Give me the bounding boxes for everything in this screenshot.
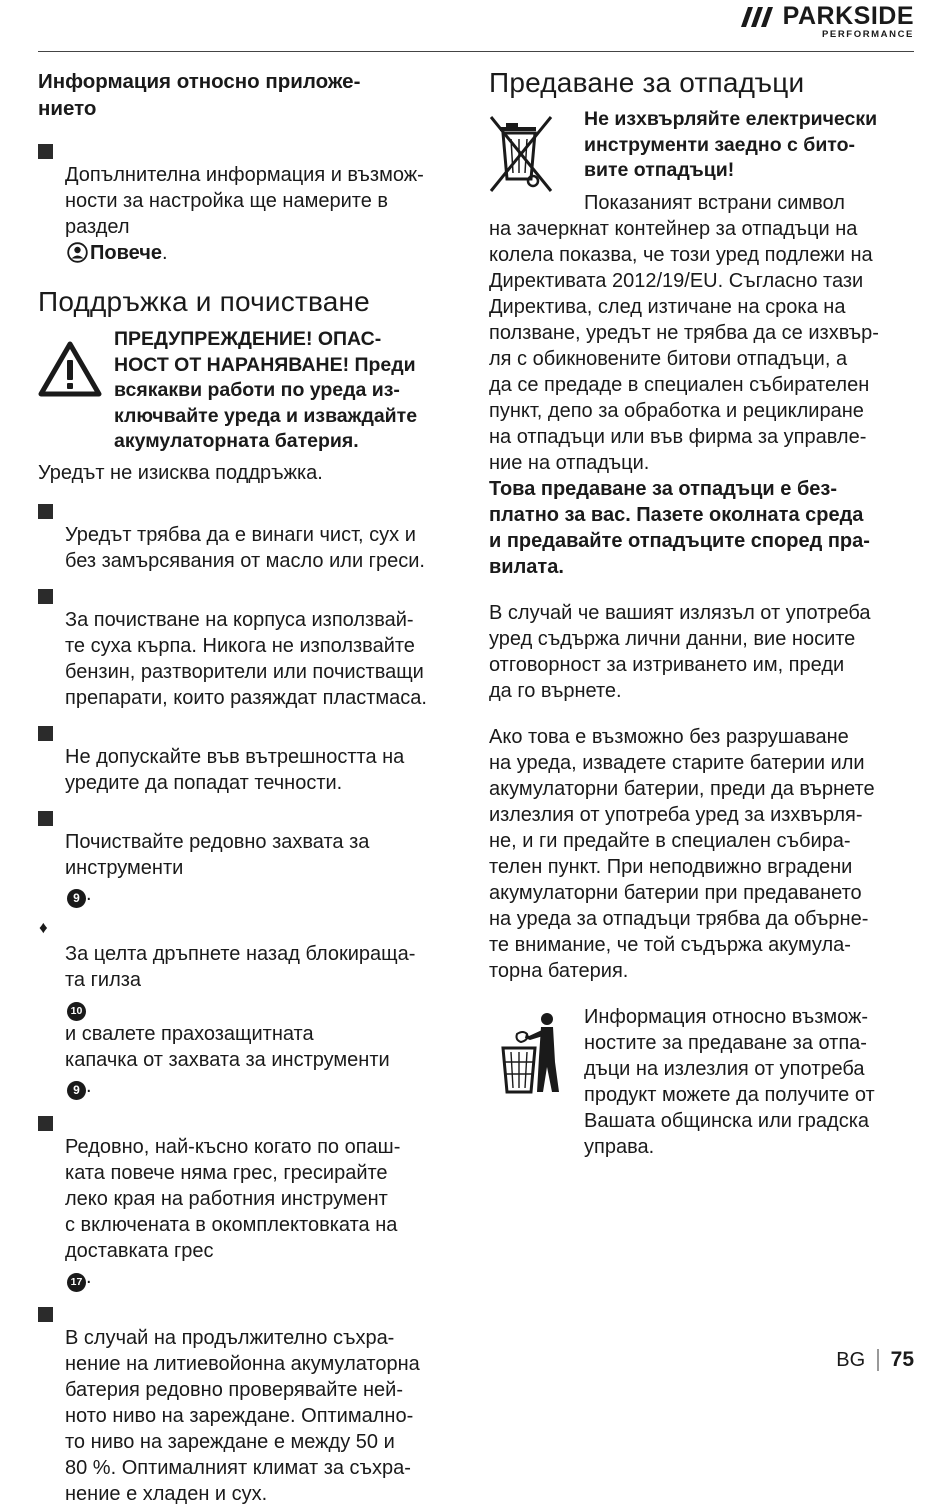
brand-name: PARKSIDE [782, 2, 914, 30]
no-maintenance-text: Уредът не изисква поддръжка. [38, 461, 323, 484]
part-number-badge: 9 [67, 1081, 86, 1100]
list-item: Почиствайте редовно захвата за инструменти 9 . [38, 803, 462, 908]
language-code: BG [836, 1348, 866, 1371]
bullet-diamond-icon: ♦ [39, 917, 48, 937]
maintenance-heading: Поддръжка и почистване [38, 286, 370, 317]
page-footer [836, 1348, 914, 1372]
bullet-square-icon [38, 726, 53, 741]
recycling-info-text: Информация относно възмож- ностите за предаване за отпа- дъци на излезлия от употреба продукт можете да получите от Вашата общинска или градска управа. [584, 1005, 875, 1158]
disposal-first-line: Показаният встрани символ [584, 191, 845, 214]
list-item: За почистване на корпуса използвай- те суха кърпа. Никога не използвайте бензин, разтворители или почистващи препарати, които разяждат пластмаса. [38, 581, 462, 711]
batteries-paragraph: Ако това е възможно без разрушаване на уреда, извадете старите батерии или акумулаторни батерии, преди да върнете излезлия от употреба уред за изхвърля- не, и ги предайте в специален събира- телен пункт. При неподвижно вградени акумулаторни батерии при предаването на уреда за отпадъци трябва да обърне- те внимание, че той съдържа акумула- торна батерия. [489, 725, 875, 982]
personal-data-paragraph: В случай че вашият излязъл от употреба уред съдържа лични данни, вие носите отговорност за изтриването им, преди да го върнете. [489, 601, 871, 702]
disposal-symbol-block [489, 107, 914, 216]
bullet-square-icon [38, 811, 53, 826]
disposal-warning: Не изхвърляйте електрически инструменти заедно с бито- вите отпадъци! [584, 108, 878, 181]
disposal-paragraph: на зачеркнат контейнер за отпадъци на колела показва, че този уред подлежи на Директивата 2012/19/EU. Съгласно тази Директива, след изтичане на срока на ползване, уредът не трябва да се изхвър- ля с обикновените битови отпадъци, а да се предаде в специален събирателен пункт, депо за обработка и рециклиране на отпадъци или във фирма за управле- ние на отпадъци. [489, 217, 879, 474]
part-number-badge: 9 [67, 889, 86, 908]
bullet-square-icon [38, 1116, 53, 1131]
footer-divider [877, 1349, 879, 1371]
left-column [38, 64, 462, 1507]
bullet-square-icon [38, 144, 53, 159]
header-divider [38, 51, 914, 52]
crossed-bin-icon [489, 113, 553, 195]
brand-subtitle: PERFORMANCE [821, 29, 914, 40]
disposal-heading: Предаване за отпадъци [489, 67, 805, 98]
right-column [489, 64, 914, 1160]
tidy-man-icon [499, 1012, 563, 1094]
brand-slashes-icon [741, 7, 775, 27]
page-header [0, 0, 950, 52]
warning-text: ПРЕДУПРЕЖДЕНИЕ! ОПАС- НОСТ ОТ НАРАНЯВАНЕ! Преди всякакви работи по уреда из- ключвайте уреда и изваждайте акумулаторната батерия. [114, 328, 418, 452]
list-item: Редовно, най-късно когато по опаш- ката повече няма грес, гресирайте леко края на работния инструмент с включената в окомплектовката на доставката грес 17 . [38, 1108, 462, 1292]
list-item: В случай на продължително съхра- нение на литиевойонна акумулаторна батерия редовно проверявайте ней- ното ниво на зареждане. Оптимално- то ниво на зареждане е между 50 и 80 %. Оптималният климат за съхра- нение е хладен и сух. [38, 1299, 462, 1507]
bullet-square-icon [38, 589, 53, 604]
warning-triangle-icon [38, 341, 102, 397]
bullet-square-icon [38, 504, 53, 519]
warning-block [38, 327, 462, 455]
brand-logo [741, 2, 914, 40]
part-number-badge: 10 [67, 1002, 86, 1021]
page-number: 75 [890, 1348, 914, 1371]
list-item: Допълнителна информация и възмож- ности за настройка ще намерите в раздел Повече. [38, 136, 462, 266]
more-link: Повече [90, 242, 162, 264]
list-item: ♦ За целта дръпнете назад блокираща- та гилза 10 и свалете прахозащитната капачка от захвата за инструменти 9 . [38, 915, 462, 1100]
list-item: Уредът трябва да е винаги чист, сух и без замърсявания от масло или греси. [38, 496, 462, 574]
recycling-info-block [489, 1004, 914, 1160]
list-item: Не допускайте във вътрешността на уредите да попадат течности. [38, 718, 462, 796]
free-disposal-text: Това предаване за отпадъци е без- платно за вас. Пазете околната среда и предавайте отпадъците според пра- вилата. [489, 477, 870, 578]
part-number-badge: 17 [67, 1273, 86, 1292]
bullet-square-icon [38, 1307, 53, 1322]
app-info-heading: Информация относно приложе- нието [38, 70, 361, 120]
user-settings-icon [67, 242, 88, 263]
